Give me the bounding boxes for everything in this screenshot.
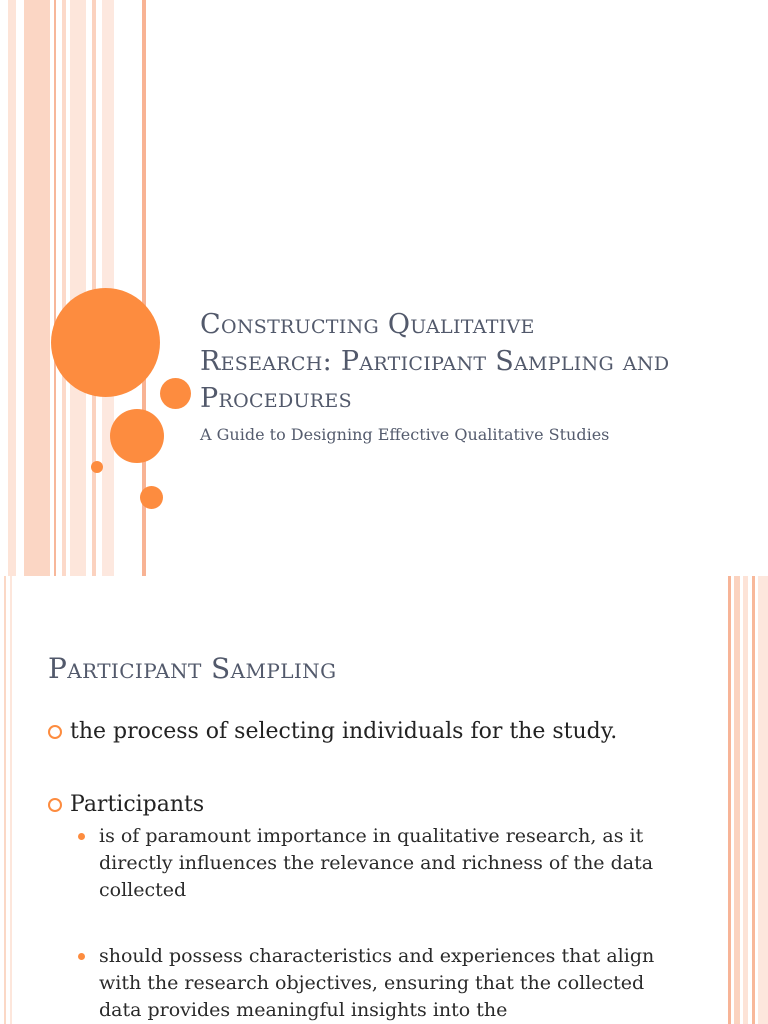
decorative-circle-small (140, 486, 163, 509)
decorative-circle-medium (110, 409, 164, 463)
stripe (743, 576, 748, 1024)
stripe (758, 576, 768, 1024)
dot-bullet-icon (78, 833, 85, 840)
ring-bullet-icon (48, 725, 62, 739)
sub-bullet-text: is of paramount importance in qualitative research, as it directly influences the relevance and richness of the data collected (99, 825, 654, 901)
stripe (728, 576, 731, 1024)
bullet-item (48, 718, 617, 746)
decorative-circle-small (160, 378, 191, 409)
slide-subtitle: A Guide to Designing Effective Qualitative Studies (200, 425, 610, 444)
ring-bullet-icon (48, 798, 62, 812)
sub-bullet-text: should possess characteristics and experiences that align with the research objectives, ensuring that the collected data provides meaningful insights into the (99, 945, 655, 1021)
stripe (752, 576, 755, 1024)
stripe (24, 0, 50, 576)
stripe (70, 0, 86, 576)
stripe (62, 0, 66, 576)
bullet-text: Participants (70, 792, 205, 817)
decorative-stripe-band (8, 0, 146, 576)
sub-bullet-item (78, 823, 678, 904)
bullet-item (48, 791, 204, 819)
decorative-circle-tiny (91, 461, 103, 473)
stripe (4, 576, 6, 1024)
stripe (54, 0, 56, 576)
bullet-text: the process of selecting individuals for the study. (70, 719, 618, 744)
content-slide (0, 576, 768, 1024)
slide-title: Constructing Qualitative Research: Participant Sampling and Procedures (200, 309, 670, 414)
stripe (734, 576, 740, 1024)
decorative-circle-large (51, 288, 160, 397)
sub-bullet-item (78, 943, 678, 1024)
slide-title: Participant Sampling (48, 652, 337, 685)
decorative-stripe-band (728, 576, 768, 1024)
stripe (10, 576, 12, 1024)
stripe (8, 0, 16, 576)
dot-bullet-icon (78, 953, 85, 960)
